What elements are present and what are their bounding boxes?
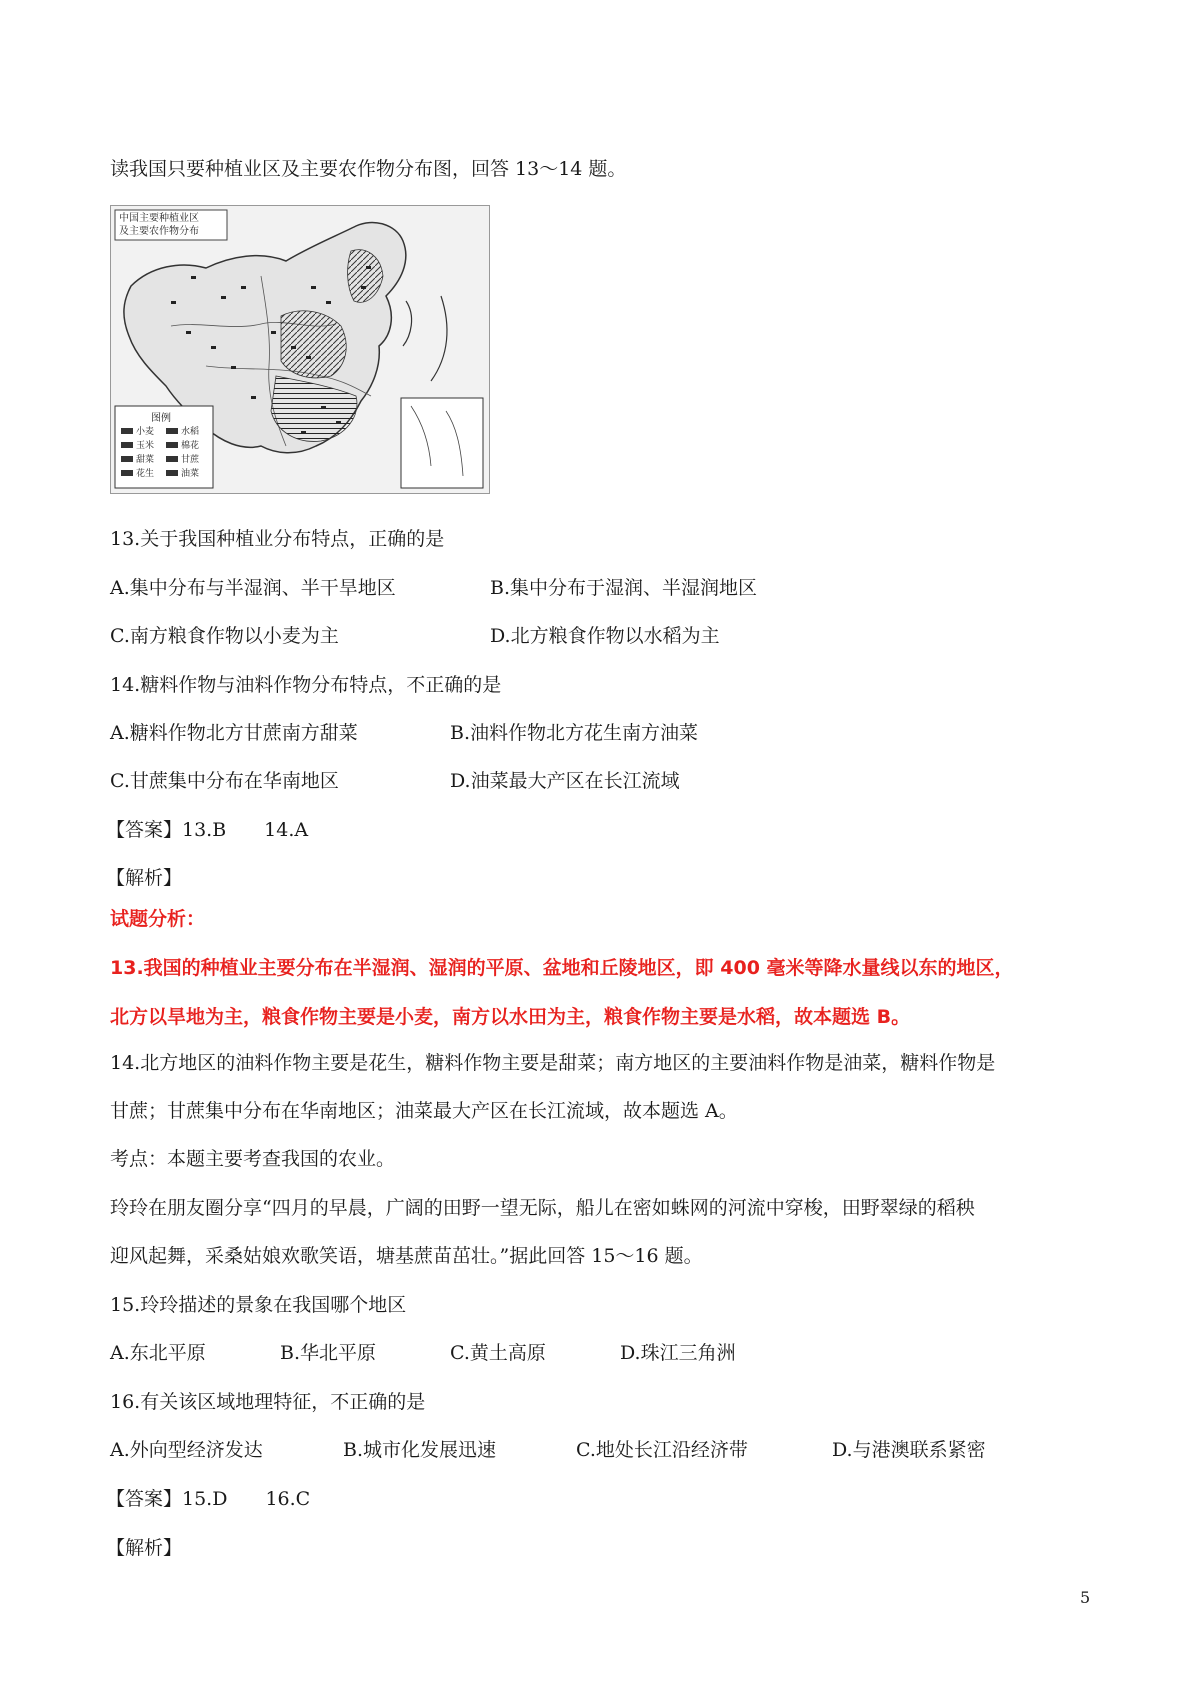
analysis-label-1: 【解析】 <box>106 867 183 889</box>
question-15-option-d: D.珠江三角洲 <box>620 1342 736 1364</box>
legend-item: 棉花 <box>181 441 200 451</box>
legend-item: 花生 <box>136 469 155 479</box>
legend-item: 甘蔗 <box>181 455 200 465</box>
intro-text-2-line-1: 玲玲在朋友圈分享“四月的早晨，广阔的田野一望无际，船儿在密如蛛网的河流中穿梭，田野翠绿的稻秧 <box>110 1197 975 1219</box>
intro-text-1: 读我国只要种植业区及主要农作物分布图，回答 13～14 题。 <box>110 158 627 180</box>
question-13-option-b: B.集中分布于湿润、半湿润地区 <box>490 577 758 599</box>
question-15-option-c: C.黄土高原 <box>450 1342 546 1364</box>
question-14-option-d: D.油菜最大产区在长江流域 <box>450 770 680 792</box>
legend-item: 小麦 <box>136 427 155 437</box>
map-title: 中国主要种植业区 及主要农作物分布 <box>119 213 199 237</box>
answer-1: 【答案】13.B 14.A <box>106 819 309 841</box>
question-14-option-c: C.甘蔗集中分布在华南地区 <box>110 770 339 792</box>
legend-item: 玉米 <box>136 441 155 451</box>
question-16-stem: 16.有关该区域地理特征，不正确的是 <box>110 1391 426 1413</box>
question-15-option-a: A.东北平原 <box>110 1342 206 1364</box>
legend-item: 水稻 <box>181 427 200 437</box>
question-16-option-d: D.与港澳联系紧密 <box>832 1439 986 1461</box>
legend-item: 油菜 <box>181 469 200 479</box>
question-13-option-c: C.南方粮食作物以小麦为主 <box>110 625 339 647</box>
china-map-drawing <box>111 206 489 493</box>
analysis-13-line-2: 北方以旱地为主，粮食作物主要是小麦，南方以水田为主，粮食作物主要是水稻，故本题选 B。 <box>110 1006 911 1028</box>
question-16-option-c: C.地处长江沿经济带 <box>576 1439 748 1461</box>
crop-distribution-map <box>110 205 490 494</box>
analysis-14-line-1: 14.北方地区的油料作物主要是花生，糖料作物主要是甜菜；南方地区的主要油料作物是油菜，糖料作物是 <box>110 1052 996 1074</box>
question-16-option-a: A.外向型经济发达 <box>110 1439 263 1461</box>
question-13-stem: 13.关于我国种植业分布特点，正确的是 <box>110 528 445 550</box>
kaodian-line <box>110 1147 395 1171</box>
question-13-option-a: A.集中分布与半湿润、半干旱地区 <box>110 577 396 599</box>
question-14-option-a: A.糖料作物北方甘蔗南方甜菜 <box>110 722 358 744</box>
question-15-stem: 15.玲玲描述的景象在我国哪个地区 <box>110 1294 407 1316</box>
question-13-option-d: D.北方粮食作物以水稻为主 <box>490 625 720 647</box>
analysis-heading: 试题分析： <box>110 908 206 930</box>
intro-text-2-line-2: 迎风起舞，采桑姑娘欢歌笑语，塘基蔗苗茁壮。”据此回答 15～16 题。 <box>110 1245 703 1267</box>
page-number: 5 <box>1080 1588 1091 1607</box>
analysis-13-line-1: 13.我国的种植业主要分布在半湿润、湿润的平原、盆地和丘陵地区，即 400 毫米等降水量线以东的地区， <box>110 957 1014 979</box>
question-14-stem: 14.糖料作物与油料作物分布特点，不正确的是 <box>110 674 502 696</box>
analysis-14-line-2: 甘蔗；甘蔗集中分布在华南地区；油菜最大产区在长江流域，故本题选 A。 <box>110 1100 738 1122</box>
kaodian-text: 考点：本题主要考查我国的农业。 <box>110 1148 396 1170</box>
question-15-option-b: B.华北平原 <box>280 1342 377 1364</box>
legend-item: 甜菜 <box>136 455 155 465</box>
answer-2: 【答案】15.D 16.C <box>106 1488 311 1510</box>
question-16-option-b: B.城市化发展迅速 <box>343 1439 497 1461</box>
question-14-option-b: B.油料作物北方花生南方油菜 <box>450 722 699 744</box>
analysis-label-2: 【解析】 <box>106 1537 183 1559</box>
map-legend-title: 图例 <box>151 413 171 424</box>
